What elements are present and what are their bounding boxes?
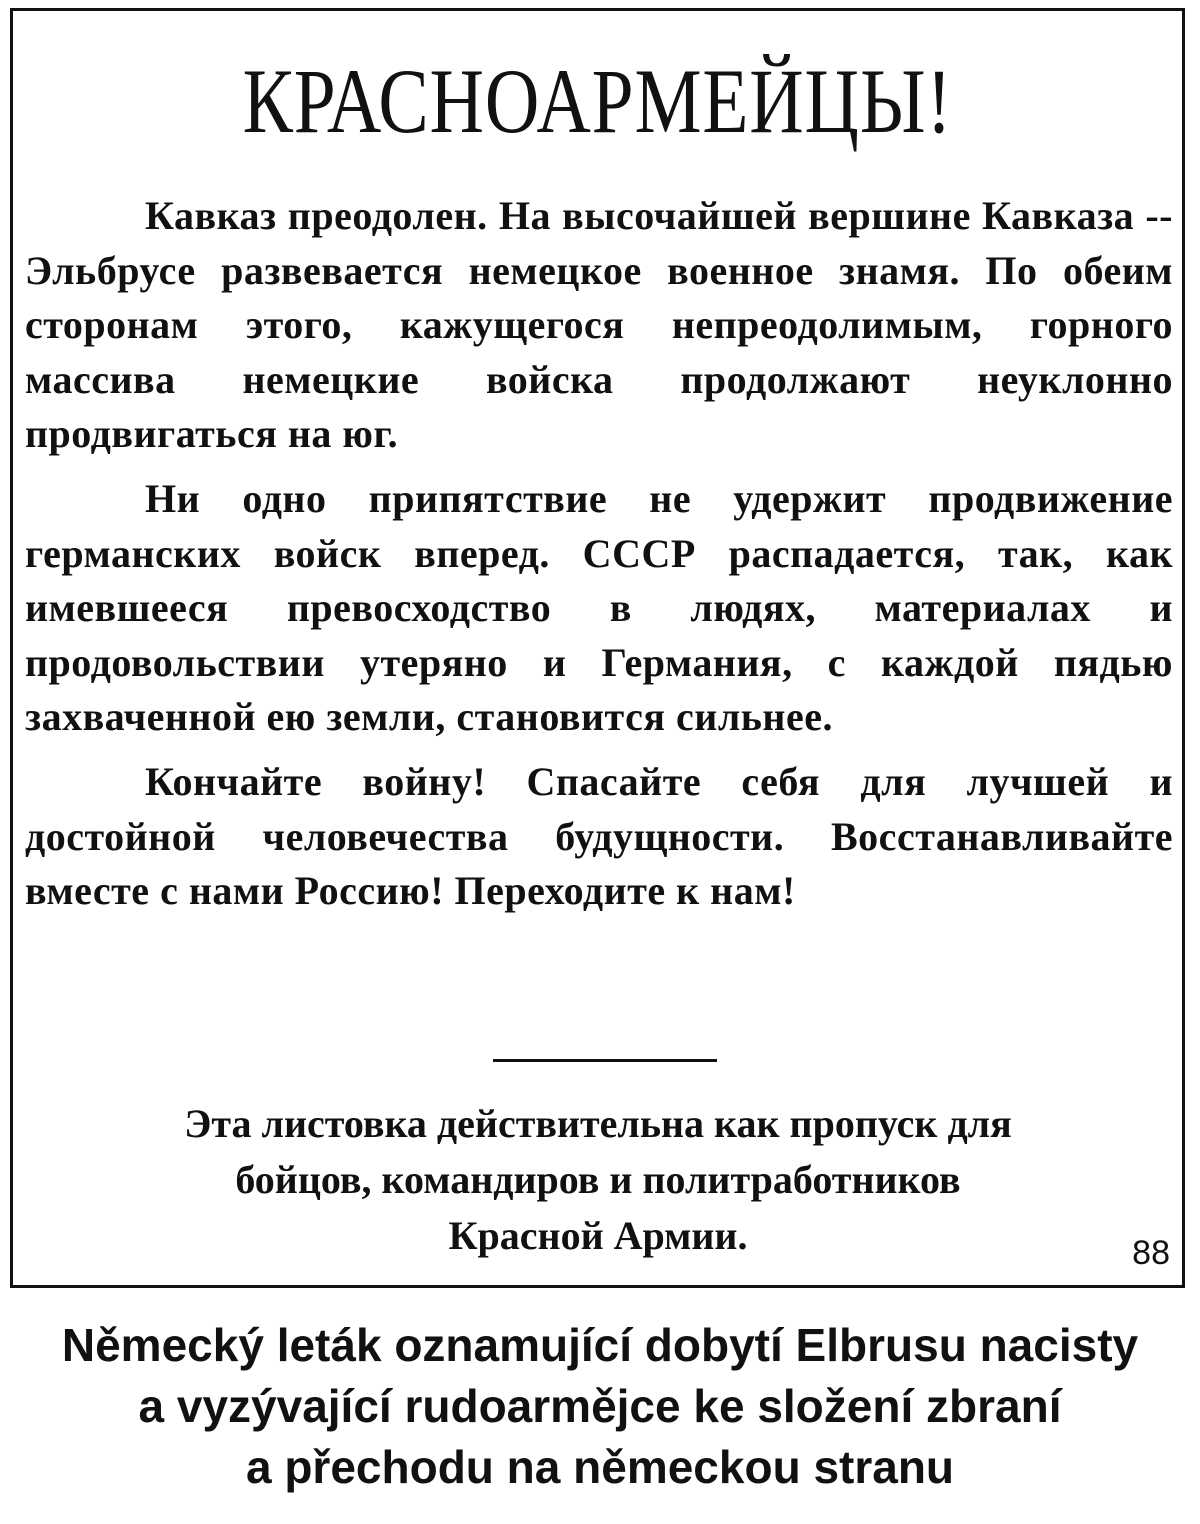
leaflet-body [25,189,1173,929]
divider-rule [493,1059,717,1062]
pass-notice [73,1096,1123,1264]
pass-notice-line-1: Эта листовка действительна как пропуск для [184,1101,1012,1146]
caption-line-2: a vyzývající rudoarmějce ke složení zbraní [138,1380,1062,1432]
pass-notice-line-3: Красной Армии. [448,1213,748,1258]
leaflet-title: КРАСНОАРМЕЙЦЫ! [242,50,953,152]
leaflet-paragraph-3: Кончайте войну! Спасайте себя для лучшей и достойной человечества будущности. Восстанавливайте вместе с нами Россию! Переходите к нам! [25,758,1173,914]
leaflet-frame [10,8,1185,1288]
pass-notice-line-2: бойцов, командиров и политработников [235,1157,961,1202]
leaflet-number: 88 [1132,1234,1170,1272]
leaflet-paragraph-2: Ни одно припятствие не удержит продвижение германских войск вперед. СССР распадается, так, как имевшееся превосходство в людях, материалах и продовольствии утеряно и Германия, с каждой пядью захваченной ею земли, становится сильнее. [25,475,1173,740]
leaflet-paragraph-1: Кавказ преодолен. На высочайшей вершине Кавказа -- Эльбрусе развевается немецкое военное знамя. По обеим сторонам этого, кажущегося непреодолимым, горного массива немецкие войска продолжают неуклонно продвигаться на юг. [25,193,1173,457]
caption-line-1: Německý leták oznamující dobytí Elbrusu nacisty [61,1319,1139,1371]
caption-line-3: a přechodu na německou stranu [245,1441,955,1493]
figure-caption [0,1315,1200,1498]
